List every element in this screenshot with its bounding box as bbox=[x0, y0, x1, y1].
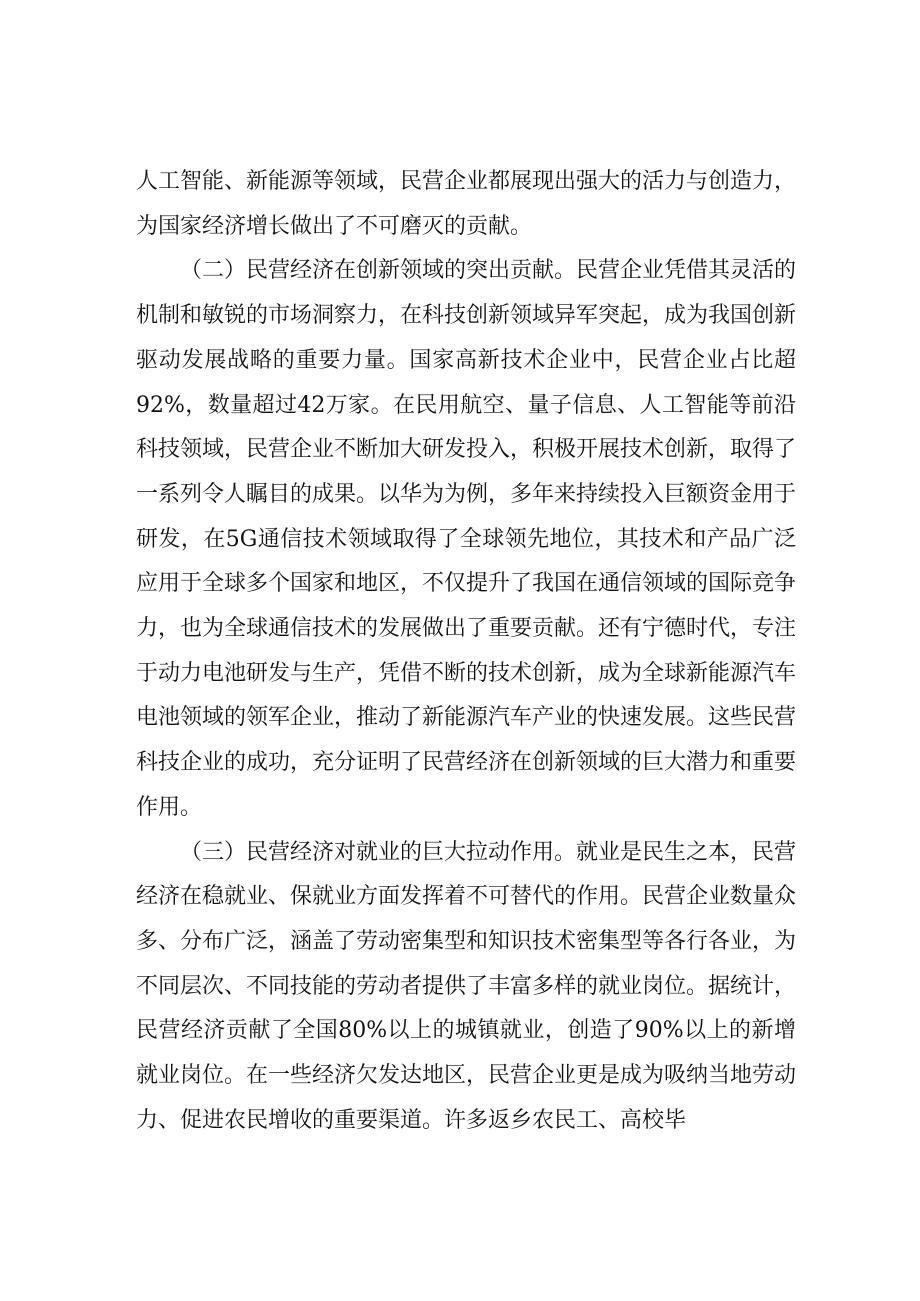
paragraph-innovation-contribution: （二）民营经济在创新领域的突出贡献。民营企业凭借其灵活的机制和敏锐的市场洞察力，在科技创新领域异军突起，成为我国创新驱动发展战略的重要力量。国家高新技术企业中，民营企业占比超92%，数量超过42万家。在民用航空、量子信息、人工智能等前沿科技领域，民营企业不断加大研发投入，积极开展技术创新，取得了一系列令人瞩目的成果。以华为为例，多年来持续投入巨额资金用于研发，在5G通信技术领域取得了全球领先地位，其技术和产品广泛应用于全球多个国家和地区，不仅提升了我国在通信领域的国际竞争力，也为全球通信技术的发展做出了重要贡献。还有宁德时代，专注于动力电池研发与生产，凭借不断的技术创新，成为全球新能源汽车电池领域的领军企业，推动了新能源汽车产业的快速发展。这些民营科技企业的成功，充分证明了民营经济在创新领域的巨大潜力和重要作用。 bbox=[136, 258, 797, 820]
paragraph-employment-contribution: （三）民营经济对就业的巨大拉动作用。就业是民生之本，民营经济在稳就业、保就业方面发挥着不可替代的作用。民营企业数量众多、分布广泛，涵盖了劳动密集型和知识技术密集型等各行各业，为不同层次、不同技能的劳动者提供了丰富多样的就业岗位。据统计，民营经济贡献了全国80%以上的城镇就业，创造了90%以上的新增就业岗位。在一些经济欠发达地区，民营企业更是成为吸纳当地劳动力、促进农民增收的重要渠道。许多返乡农民工、高校毕 bbox=[136, 839, 797, 1133]
paragraph-continuation: 人工智能、新能源等领域，民营企业都展现出强大的活力与创造力，为国家经济增长做出了不可磨灭的贡献。 bbox=[136, 169, 797, 239]
document-body bbox=[136, 160, 796, 1143]
